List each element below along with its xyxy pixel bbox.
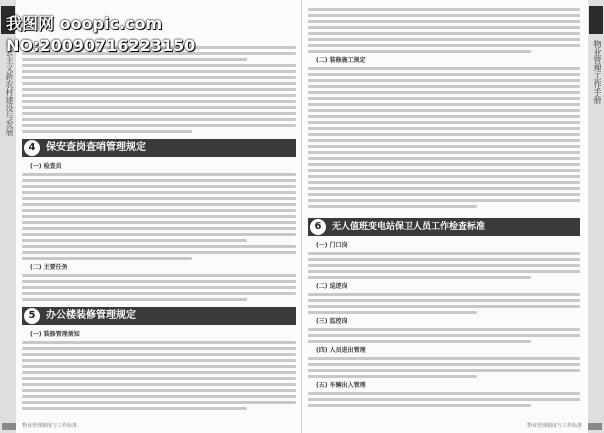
left-footer: 物业管理制度与工作标准 — [22, 423, 78, 429]
item-vehicle-access: (五) 车辆出入管理 — [316, 382, 366, 389]
watermark-line-1: 我图网 ooopic.com — [6, 14, 163, 33]
left-sidebar-text: 社会主义新农村建设与发展 — [5, 40, 14, 136]
item-monitor-post: (三) 监控岗 — [316, 318, 348, 325]
right-footer: 物业管理制度与工作标准 — [526, 423, 582, 429]
subhead-main-tasks: (二) 主要任务 — [30, 264, 68, 271]
right-sidebar-text: 物业管理工作手册 — [593, 40, 602, 104]
section-5-number: 5 — [24, 308, 40, 324]
item-patrol-post: (二) 巡逻岗 — [316, 283, 348, 290]
subhead-construction-rules: (二) 装修施工规定 — [316, 57, 366, 64]
section-6-number: 6 — [310, 219, 326, 235]
section-4-number: 4 — [24, 140, 40, 156]
section-4-header — [22, 139, 296, 157]
section-5-title: 办公楼装修管理规定 — [46, 310, 136, 321]
section-6-header — [308, 218, 580, 236]
left-sidebar — [0, 0, 16, 433]
section-5-header — [22, 307, 296, 325]
subhead-renovation-notice: (一) 装修管理须知 — [30, 331, 80, 338]
item-personnel-access: (四) 人员进出管理 — [316, 347, 366, 354]
right-body — [308, 8, 580, 410]
section-6-title: 无人值班变电站保卫人员工作检查标准 — [332, 222, 486, 232]
right-page — [302, 0, 604, 433]
left-body — [22, 8, 296, 413]
right-page-number-block — [588, 423, 602, 430]
subhead-inspector: (一) 检查员 — [30, 163, 62, 170]
right-sidebar-block — [589, 6, 603, 34]
right-sidebar — [588, 0, 604, 433]
left-page-number-block — [2, 423, 16, 430]
section-4-title: 保安查岗查哨管理规定 — [46, 142, 146, 153]
watermark-line-2: NO:20090716223150 — [6, 36, 196, 55]
item-gate-post: (一) 门口岗 — [316, 242, 348, 249]
watermark — [6, 14, 195, 56]
